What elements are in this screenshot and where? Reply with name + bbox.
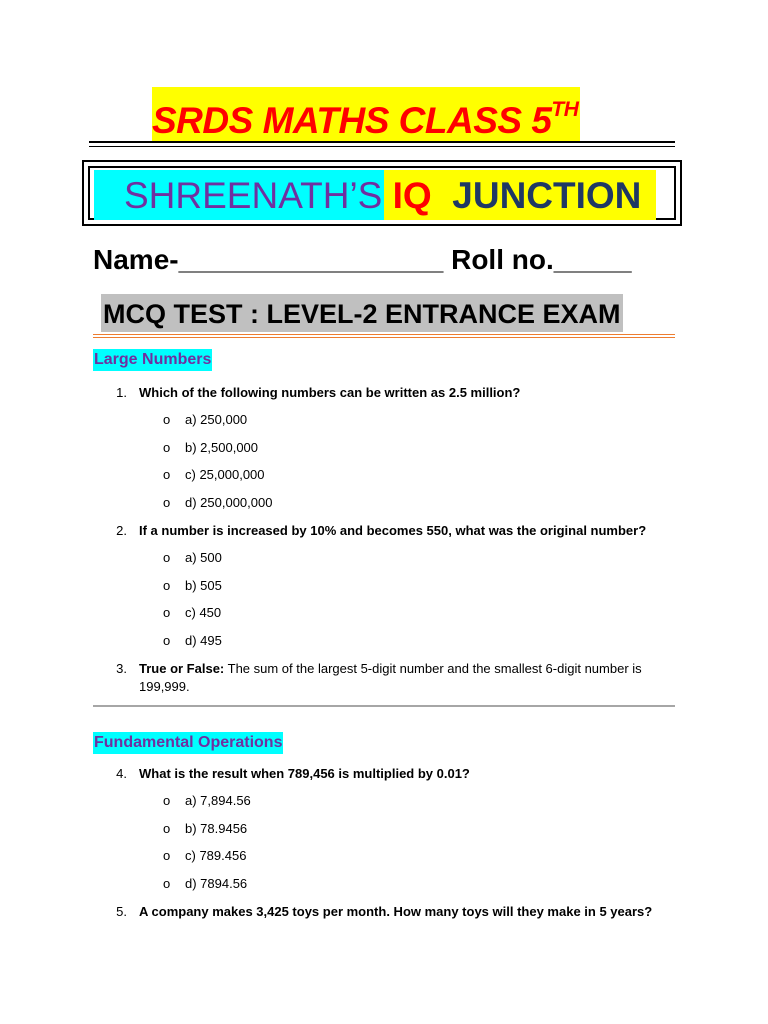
question-text: A company makes 3,425 toys per month. How many toys will they make in 5 years? xyxy=(139,904,653,919)
question-number: 2. xyxy=(116,523,127,538)
bullet-icon: o xyxy=(163,440,171,455)
option-item: c) 450 xyxy=(185,605,222,620)
question-text: If a number is increased by 10% and becomes 550, what was the original number? xyxy=(139,523,647,538)
junction-title xyxy=(124,170,641,220)
name-roll-line: Name-_________________ Roll no._____ xyxy=(93,244,632,275)
title-highlight xyxy=(152,87,580,141)
junction-iq: IQ xyxy=(392,175,432,216)
option-item: c) 789.456 xyxy=(185,848,247,863)
option-item: b) 2,500,000 xyxy=(185,440,259,455)
option-item: b) 78.9456 xyxy=(185,821,248,836)
question-number: 1. xyxy=(116,385,127,400)
bullet-icon: o xyxy=(163,412,171,427)
option-item: d) 495 xyxy=(185,633,222,648)
question-number: 5. xyxy=(116,904,127,919)
option-item: a) 7,894.56 xyxy=(185,793,251,808)
title-superscript: TH xyxy=(551,98,579,121)
bullet-icon: o xyxy=(163,495,171,510)
bullet-icon: o xyxy=(163,633,171,648)
bullet-icon: o xyxy=(163,467,171,482)
question-text: True or False: The sum of the largest 5-digit number and the smallest 6-digit number is xyxy=(139,661,642,676)
junction-word: JUNCTION xyxy=(452,175,642,216)
question-text: Which of the following numbers can be written as 2.5 million? xyxy=(139,385,521,400)
question-text-continuation: 199,999. xyxy=(139,679,190,694)
bullet-icon: o xyxy=(163,876,171,891)
junction-name: SHREENATH’S xyxy=(124,175,393,216)
page-title: SRDS MATHS CLASS 5TH xyxy=(152,98,579,142)
question-number: 4. xyxy=(116,766,127,781)
question-number: 3. xyxy=(116,661,127,676)
section-divider xyxy=(93,705,675,707)
bullet-icon: o xyxy=(163,605,171,620)
section-heading-fundamental-operations: Fundamental Operations xyxy=(93,732,283,754)
bullet-icon: o xyxy=(163,578,171,593)
option-item: c) 25,000,000 xyxy=(185,467,265,482)
option-item: d) 7894.56 xyxy=(185,876,248,891)
orange-rule xyxy=(93,334,675,335)
mcq-test-heading: MCQ TEST : LEVEL-2 ENTRANCE EXAM xyxy=(101,294,623,332)
bullet-icon: o xyxy=(163,793,171,808)
option-item: a) 250,000 xyxy=(185,412,248,427)
bullet-icon: o xyxy=(163,821,171,836)
true-false-label: True or False: xyxy=(139,661,225,676)
option-item: b) 505 xyxy=(185,578,222,593)
section-heading-large-numbers: Large Numbers xyxy=(93,349,212,371)
title-rule-top xyxy=(89,141,675,143)
bullet-icon: o xyxy=(163,550,171,565)
question-text: What is the result when 789,456 is multiplied by 0.01? xyxy=(139,766,470,781)
orange-rule xyxy=(93,337,675,338)
title-rule-bottom xyxy=(89,146,675,147)
bullet-icon: o xyxy=(163,848,171,863)
option-item: a) 500 xyxy=(185,550,222,565)
option-item: d) 250,000,000 xyxy=(185,495,273,510)
